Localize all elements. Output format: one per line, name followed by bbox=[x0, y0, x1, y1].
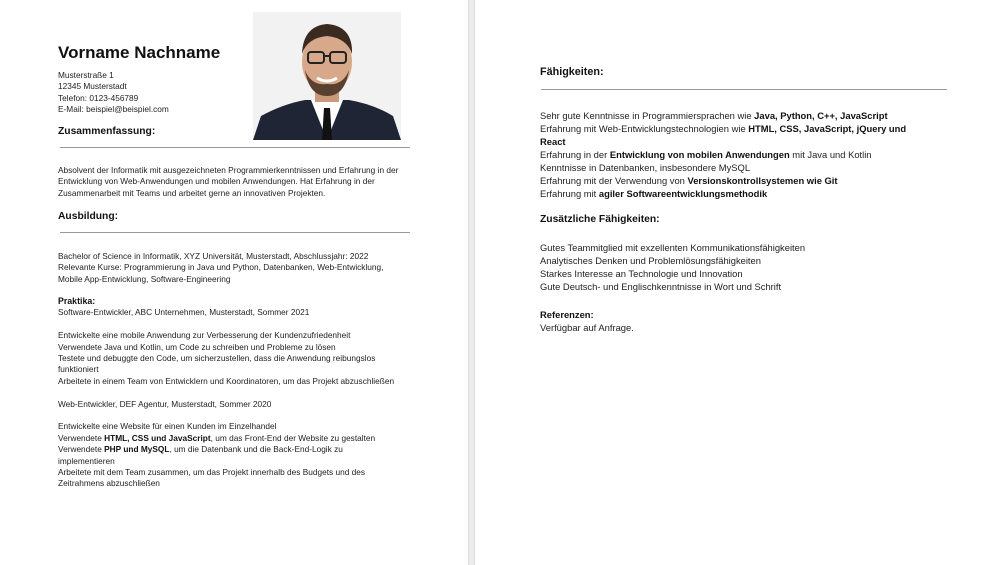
text-line bbox=[58, 364, 458, 375]
text-line bbox=[540, 161, 960, 174]
text-line bbox=[58, 342, 458, 353]
skills-list bbox=[540, 109, 960, 200]
text-line bbox=[540, 135, 960, 148]
contact-info bbox=[58, 70, 169, 116]
text-segment: Erfahrung in der bbox=[540, 149, 610, 160]
bold-text: React bbox=[540, 136, 566, 147]
bold-text: agiler Softwareentwicklungsmethodik bbox=[598, 188, 768, 199]
candidate-name: Vorname Nachname bbox=[58, 43, 221, 62]
internships-section bbox=[58, 296, 458, 490]
job-title: Software-Entwickler, ABC Unternehmen, Musterstadt, Sommer 2021 bbox=[58, 307, 310, 318]
text-line bbox=[540, 109, 960, 122]
skills-heading: Fähigkeiten: bbox=[540, 66, 604, 78]
job-duties bbox=[58, 330, 458, 387]
divider bbox=[60, 232, 410, 233]
education-line: Mobile App-Entwicklung, Software-Engineering bbox=[58, 273, 231, 284]
education-heading: Ausbildung: bbox=[58, 211, 119, 222]
education-text bbox=[58, 251, 383, 285]
internships-heading: Praktika: bbox=[58, 296, 96, 306]
references-heading: Referenzen: bbox=[540, 309, 594, 320]
resume-page-1 bbox=[0, 0, 469, 565]
text-line bbox=[540, 187, 960, 200]
profile-photo bbox=[253, 12, 401, 140]
text-segment: Zeitrahmens abzuschließen bbox=[58, 478, 160, 489]
text-line bbox=[58, 433, 458, 444]
education-line: Relevante Kurse: Programmierung in Java und Python, Datenbanken, Web-Entwicklung, bbox=[58, 262, 384, 273]
summary-text bbox=[58, 165, 398, 199]
text-line bbox=[58, 456, 458, 467]
education-line: Bachelor of Science in Informatik, XYZ Universität, Musterstadt, Abschlussjahr: 2022 bbox=[58, 251, 369, 261]
job-duties bbox=[58, 421, 458, 489]
text-segment: mit Java und Kotlin bbox=[789, 149, 872, 160]
address-street: Musterstraße 1 bbox=[58, 70, 114, 80]
extra-skills-list bbox=[540, 241, 805, 293]
text-segment: Sehr gute Kenntnisse in Programmiersprachen wie bbox=[540, 110, 755, 121]
extra-skill: Gutes Teammitglied mit exzellenten Kommunikationsfähigkeiten bbox=[540, 242, 806, 253]
text-line bbox=[58, 478, 458, 489]
text-segment: Arbeitete mit dem Team zusammen, um das Projekt innerhalb des Budgets und des bbox=[58, 467, 365, 478]
text-segment: Erfahrung mit Web-Entwicklungstechnologien wie bbox=[540, 123, 749, 134]
text-segment: , um das Front-End der Website zu gestalten bbox=[210, 432, 376, 443]
bold-text: HTML, CSS, JavaScript, jQuery und bbox=[748, 123, 907, 134]
extra-skill: Gute Deutsch- und Englischkenntnisse in Wort und Schrift bbox=[540, 281, 782, 292]
divider bbox=[541, 89, 947, 90]
skills-lines bbox=[540, 109, 960, 200]
text-line bbox=[58, 421, 458, 432]
phone: Telefon: 0123-456789 bbox=[58, 92, 139, 103]
bold-text: PHP und MySQL bbox=[104, 444, 170, 455]
text-segment: Erfahrung mit der Verwendung von bbox=[540, 175, 688, 186]
job-title: Web-Entwickler, DEF Agentur, Musterstadt, Sommer 2020 bbox=[58, 398, 272, 409]
text-line bbox=[58, 444, 458, 455]
extra-skills-heading: Zusätzliche Fähigkeiten: bbox=[540, 214, 660, 225]
text-line bbox=[540, 148, 960, 161]
references-text: Verfügbar auf Anfrage. bbox=[540, 322, 634, 333]
text-line bbox=[58, 467, 458, 478]
text-segment: Verwendete bbox=[58, 432, 105, 443]
bold-text: Versionskontrollsystemen wie Git bbox=[687, 175, 838, 186]
divider bbox=[60, 147, 410, 148]
text-segment: funktioniert bbox=[58, 364, 99, 375]
text-segment: Verwendete Java und Kotlin, um Code zu schreiben und Probleme zu lösen bbox=[58, 341, 336, 352]
text-segment: Entwickelte eine Website für einen Kunden im Einzelhandel bbox=[58, 421, 277, 432]
text-segment: Entwickelte eine mobile Anwendung zur Verbesserung der Kundenzufriedenheit bbox=[58, 330, 351, 341]
text-line bbox=[58, 376, 458, 387]
summary-line: Zusammenarbeit mit Teams und arbeitet gerne an innovativen Projekten. bbox=[58, 187, 326, 198]
extra-skill: Starkes Interesse an Technologie und Innovation bbox=[540, 268, 743, 279]
resume-page-2 bbox=[474, 0, 1005, 565]
text-segment: Kenntnisse in Datenbanken, insbesondere MySQL bbox=[540, 162, 751, 173]
summary-heading: Zusammenfassung: bbox=[58, 126, 156, 137]
bold-text: Java, Python, C++, JavaScript bbox=[754, 110, 888, 121]
summary-line: Entwicklung von Web-Anwendungen und mobilen Anwendungen. Hat Erfahrung in der bbox=[58, 176, 375, 187]
text-line bbox=[58, 353, 458, 364]
references-section bbox=[540, 308, 634, 334]
text-line bbox=[58, 330, 458, 341]
text-line bbox=[540, 122, 960, 135]
email: E-Mail: beispiel@beispiel.com bbox=[58, 104, 169, 115]
text-segment: Testete und debuggte den Code, um sicherzustellen, dass die Anwendung reibungslos bbox=[58, 353, 376, 364]
text-segment: Verwendete bbox=[58, 444, 105, 455]
summary-line: Absolvent der Informatik mit ausgezeichneten Programmierkenntnissen und Erfahrung in der bbox=[58, 165, 399, 175]
address-city: 12345 Musterstadt bbox=[58, 81, 127, 92]
text-segment: , um die Datenbank und die Back-End-Logik zu bbox=[169, 444, 343, 455]
bold-text: Entwicklung von mobilen Anwendungen bbox=[609, 149, 790, 160]
extra-skill: Analytisches Denken und Problemlösungsfähigkeiten bbox=[540, 255, 761, 266]
text-segment: implementieren bbox=[58, 455, 115, 466]
text-line bbox=[540, 174, 960, 187]
text-segment: Arbeitete in einem Team von Entwicklern und Koordinatoren, um das Projekt abzuschließen bbox=[58, 375, 395, 386]
bold-text: HTML, CSS und JavaScript bbox=[104, 432, 211, 443]
text-segment: Erfahrung mit bbox=[540, 188, 599, 199]
